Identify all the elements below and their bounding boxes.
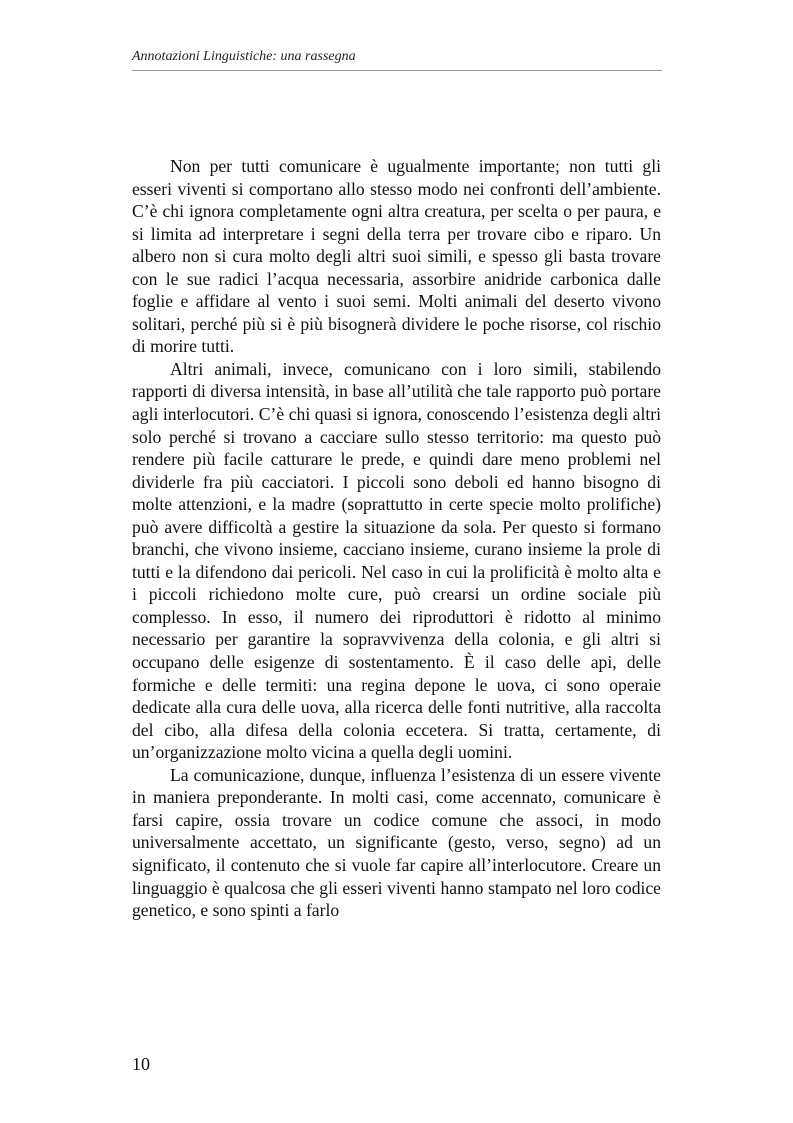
paragraph: Non per tutti comunicare è ugualmente importante; non tutti gli esseri viventi si comportano allo stesso modo nei confronti dell’ambiente. C’è chi ignora completamente ogni altra creatura, per scelta o per paura, e si limita ad interpretare i segni della terra per trovare cibo e riparo. Un albero non si cura molto degli altri suoi simili, e spesso gli basta trovare con le sue radici l’acqua necessaria, assorbire anidride carbonica dalle foglie e affidare al vento i suoi semi. Molti animali del deserto vivono solitari, perché più si è più bisognerà dividere le poche risorse, col rischio di morire tutti. bbox=[132, 156, 661, 357]
header-divider bbox=[132, 70, 662, 71]
page-number: 10 bbox=[132, 1054, 150, 1074]
running-header: Annotazioni Linguistiche: una rassegna bbox=[132, 49, 356, 64]
paragraph: Altri animali, invece, comunicano con i loro simili, stabilendo rapporti di diversa intensità, in base all’utilità che tale rapporto può portare agli interlocutori. C’è chi quasi si ignora, conoscendo l’esistenza degli altri solo perché si trovano a cacciare sullo stesso territorio: ma questo può rendere più facile catturare le prede, e quindi dare meno problemi nel dividerle fra più cacciatori. I piccoli sono deboli ed hanno bisogno di molte attenzioni, e la madre (soprattutto in certe specie molto prolifiche) può avere difficoltà a gestire la situazione da sola. Per questo si formano branchi, che vivono insieme, cacciano insieme, curano insieme la prole di tutti e la difendono dai pericoli. Nel caso in cui la prolificità è molto alta e i piccoli richiedono molte cure, può crearsi un ordine sociale più complesso. In esso, il numero dei riproduttori è ridotto al minimo necessario per garantire la sopravvivenza della colonia, e gli altri si occupano delle esigenze di sostentamento. È il caso delle api, delle formiche e delle termiti: una regina depone le uova, ci sono operaie dedicate alla cura delle uova, alla ricerca delle fonti nutritive, alla raccolta del cibo, alla difesa della colonia eccetera. Si tratta, certamente, di un’organizzazione molto vicina a quella degli uomini. bbox=[132, 358, 661, 763]
body-text bbox=[132, 155, 661, 922]
paragraph: La comunicazione, dunque, influenza l’esistenza di un essere vivente in maniera preponderante. In molti casi, come accennato, comunicare è farsi capire, ossia trovare un codice comune che associ, in modo universalmente accettato, un significante (gesto, verso, segno) ad un significato, il contenuto che si vuole far capire all’interlocutore. Creare un linguaggio è qualcosa che gli esseri viventi hanno stampato nel loro codice genetico, e sono spinti a farlo bbox=[132, 764, 661, 921]
